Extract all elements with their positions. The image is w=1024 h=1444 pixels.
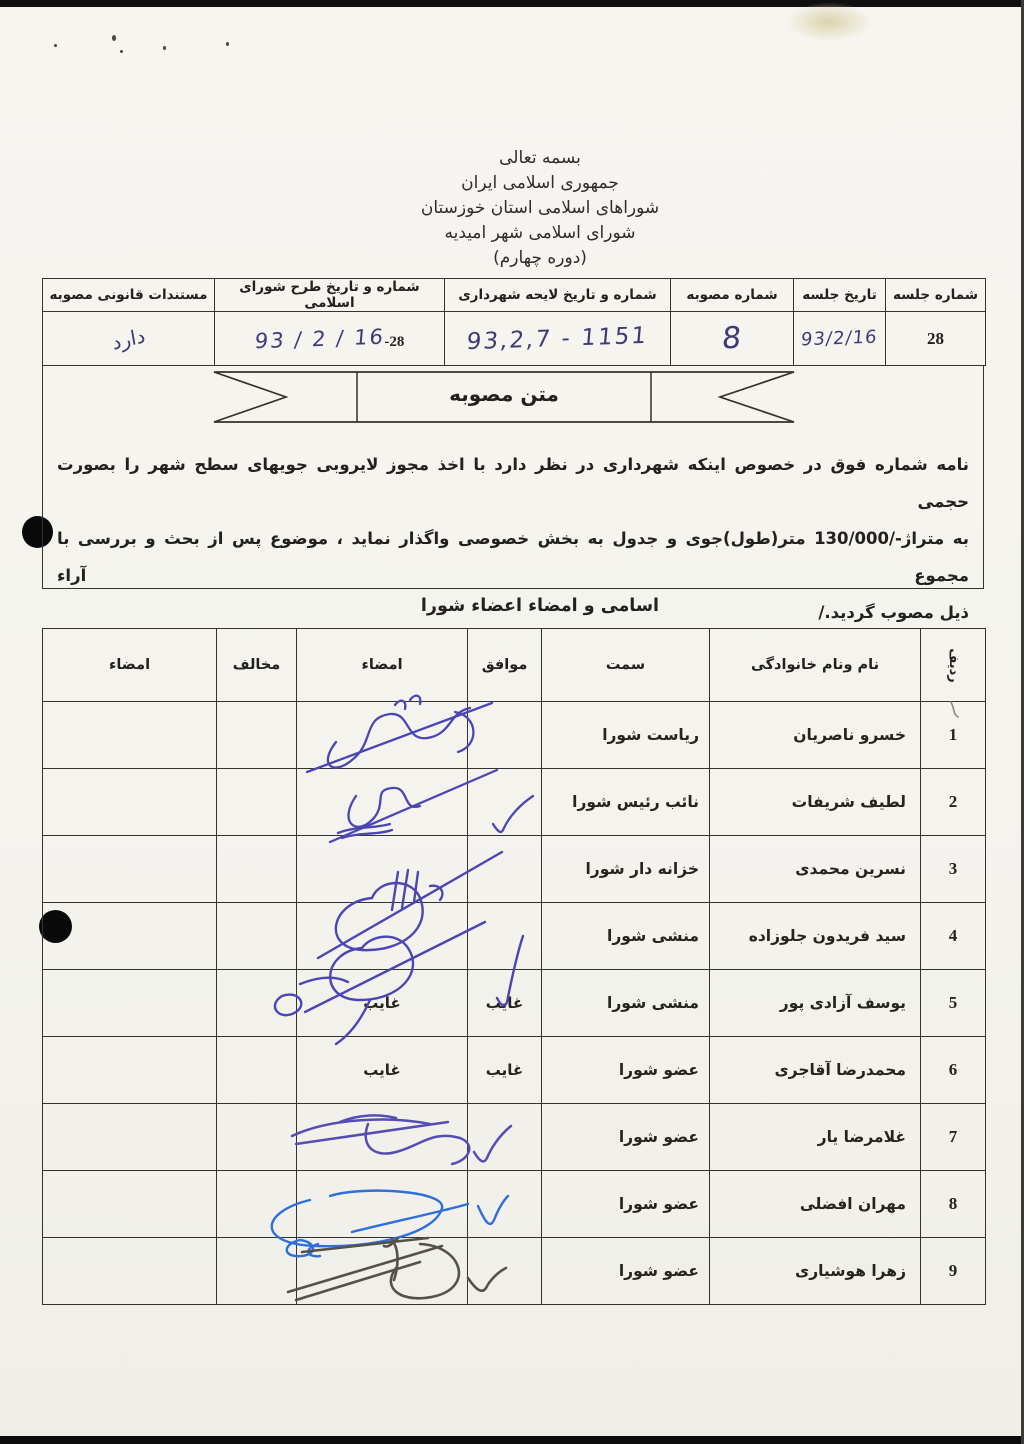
members-signatures-table [42, 628, 986, 1305]
signature-2-cell [43, 702, 217, 769]
member-row-3 [43, 836, 986, 903]
agree-cell [468, 769, 542, 836]
signature-2-cell [43, 970, 217, 1037]
signature-2-cell [43, 1238, 217, 1305]
value-session-number: 28 [886, 312, 986, 366]
member-row-4 [43, 903, 986, 970]
value-legal-documents: دارد [43, 312, 215, 366]
paper-speck [120, 50, 123, 53]
letterhead-line-province-councils: شوراهای اسلامی استان خوزستان [420, 198, 660, 218]
member-name: زهرا هوشیاری [710, 1238, 921, 1305]
signature-cell [297, 1238, 468, 1305]
oppose-cell [217, 1171, 297, 1238]
member-name: یوسف آزادی پور [710, 970, 921, 1037]
header-agree: موافق [468, 629, 542, 702]
agree-cell-absent: غایب [468, 1037, 542, 1104]
member-position: خزانه دار شورا [542, 836, 710, 903]
row-no: 6 [921, 1037, 986, 1104]
oppose-cell [217, 836, 297, 903]
member-name: غلامرضا یار [710, 1104, 921, 1171]
header-bill-number-date: شماره و تاریخ لایحه شهرداری [445, 279, 671, 312]
member-name: سید فریدون جلوزاده [710, 903, 921, 970]
member-position: نائب رئیس شورا [542, 769, 710, 836]
member-position: عضو شورا [542, 1104, 710, 1171]
row-no: 9 [921, 1238, 986, 1305]
header-resolution-number: شماره مصوبه [671, 279, 794, 312]
member-position: ریاست شورا [542, 702, 710, 769]
resolution-ribbon [212, 368, 796, 426]
signature-2-cell [43, 1171, 217, 1238]
letterhead-line-city-council: شورای اسلامی شهر امیدیه [444, 223, 636, 243]
agree-cell [468, 1238, 542, 1305]
header-oppose: مخالف [217, 629, 297, 702]
agree-cell [468, 903, 542, 970]
value-bill-number-date: 93,2,7 - 1151 [445, 312, 671, 366]
member-row-7 [43, 1104, 986, 1171]
row-no: 4 [921, 903, 986, 970]
member-name: محمدرضا آقاجری [710, 1037, 921, 1104]
agree-cell-absent: غایب [468, 970, 542, 1037]
row-no: 1 [921, 702, 986, 769]
signature-2-cell [43, 836, 217, 903]
paper-stain [786, 2, 872, 42]
member-row-9 [43, 1238, 986, 1305]
row-no: 5 [921, 970, 986, 1037]
signature-cell [297, 1171, 468, 1238]
letterhead-line-term: (دوره چهارم) [493, 248, 587, 268]
members-header-row [43, 629, 986, 702]
signature-cell-absent: غایب [297, 1037, 468, 1104]
header-name: نام ونام خانوادگی [710, 629, 921, 702]
signature-2-cell [43, 1037, 217, 1104]
paper-speck [54, 44, 57, 47]
letterhead-line-basmala: بسمه تعالی [499, 148, 581, 168]
approvals-meta-table [42, 278, 986, 366]
member-row-5 [43, 970, 986, 1037]
member-name: لطیف شریفات [710, 769, 921, 836]
paper-speck [112, 35, 116, 41]
row-no: 2 [921, 769, 986, 836]
signature-cell [297, 769, 468, 836]
scan-edge-bottom [0, 1436, 1024, 1444]
header-plan-number-date: شماره و تاریخ طرح شورای اسلامی [215, 279, 445, 312]
approvals-header-row [43, 279, 986, 312]
members-table-title: اسامی و امضاء اعضاء شورا [420, 596, 660, 616]
header-signature: امضاء [297, 629, 468, 702]
signature-cell [297, 1104, 468, 1171]
header-position: سمت [542, 629, 710, 702]
header-legal-documents: مستندات قانونی مصوبه [43, 279, 215, 312]
paper-speck [163, 46, 166, 50]
signature-2-cell [43, 1104, 217, 1171]
paper-speck [226, 42, 229, 46]
member-position: عضو شورا [542, 1238, 710, 1305]
header-row-no: ردیف [921, 629, 986, 702]
oppose-cell [217, 970, 297, 1037]
signature-cell [297, 702, 468, 769]
signature-2-cell [43, 903, 217, 970]
resolution-line-1: نامه شماره فوق در خصوص اینکه شهرداری در نظر دارد با اخذ مجوز لایروبی جویهای سطح شهر را بصورت حجمی [57, 455, 969, 511]
signature-cell [297, 836, 468, 903]
scan-edge-top [0, 0, 1024, 7]
member-position: منشی شورا [542, 903, 710, 970]
member-row-2 [43, 769, 986, 836]
oppose-cell [217, 1238, 297, 1305]
signature-cell-absent: غایب [297, 970, 468, 1037]
oppose-cell [217, 702, 297, 769]
header-signature-2: امضاء [43, 629, 217, 702]
value-resolution-number: 8 [671, 312, 794, 366]
member-name: نسرین محمدی [710, 836, 921, 903]
member-position: عضو شورا [542, 1037, 710, 1104]
signature-cell [297, 903, 468, 970]
agree-cell [468, 702, 542, 769]
agree-cell [468, 836, 542, 903]
member-position: منشی شورا [542, 970, 710, 1037]
oppose-cell [217, 769, 297, 836]
agree-cell [468, 1104, 542, 1171]
row-no: 7 [921, 1104, 986, 1171]
agree-cell [468, 1171, 542, 1238]
oppose-cell [217, 1104, 297, 1171]
signature-2-cell [43, 769, 217, 836]
value-plan-number-date: 93 / 2 / 16-28 [215, 312, 445, 366]
oppose-cell [217, 1037, 297, 1104]
row-no: 8 [921, 1171, 986, 1238]
resolution-line-3: ذیل مصوب گردید./ [818, 603, 969, 622]
letterhead-line-republic: جمهوری اسلامی ایران [461, 173, 619, 193]
header-session-number: شماره جلسه [886, 279, 986, 312]
member-name: مهران افضلی [710, 1171, 921, 1238]
row-no: 3 [921, 836, 986, 903]
approvals-value-row [43, 312, 986, 366]
value-session-date: 93/2/16 [794, 312, 886, 366]
resolution-line-2: به متراژ-/130/000 متر(طول)جوی و جدول به بخش خصوصی واگذار نماید ، موضوع پس از بحث و بررسی با مجموع آراء [57, 529, 969, 585]
member-position: عضو شورا [542, 1171, 710, 1238]
member-row-1 [43, 702, 986, 769]
ribbon-title: متن مصوبه [449, 382, 559, 406]
member-row-8 [43, 1171, 986, 1238]
oppose-cell [217, 903, 297, 970]
letterhead [300, 146, 780, 271]
member-name: خسرو ناصریان [710, 702, 921, 769]
header-session-date: تاریخ جلسه [794, 279, 886, 312]
member-row-6 [43, 1037, 986, 1104]
